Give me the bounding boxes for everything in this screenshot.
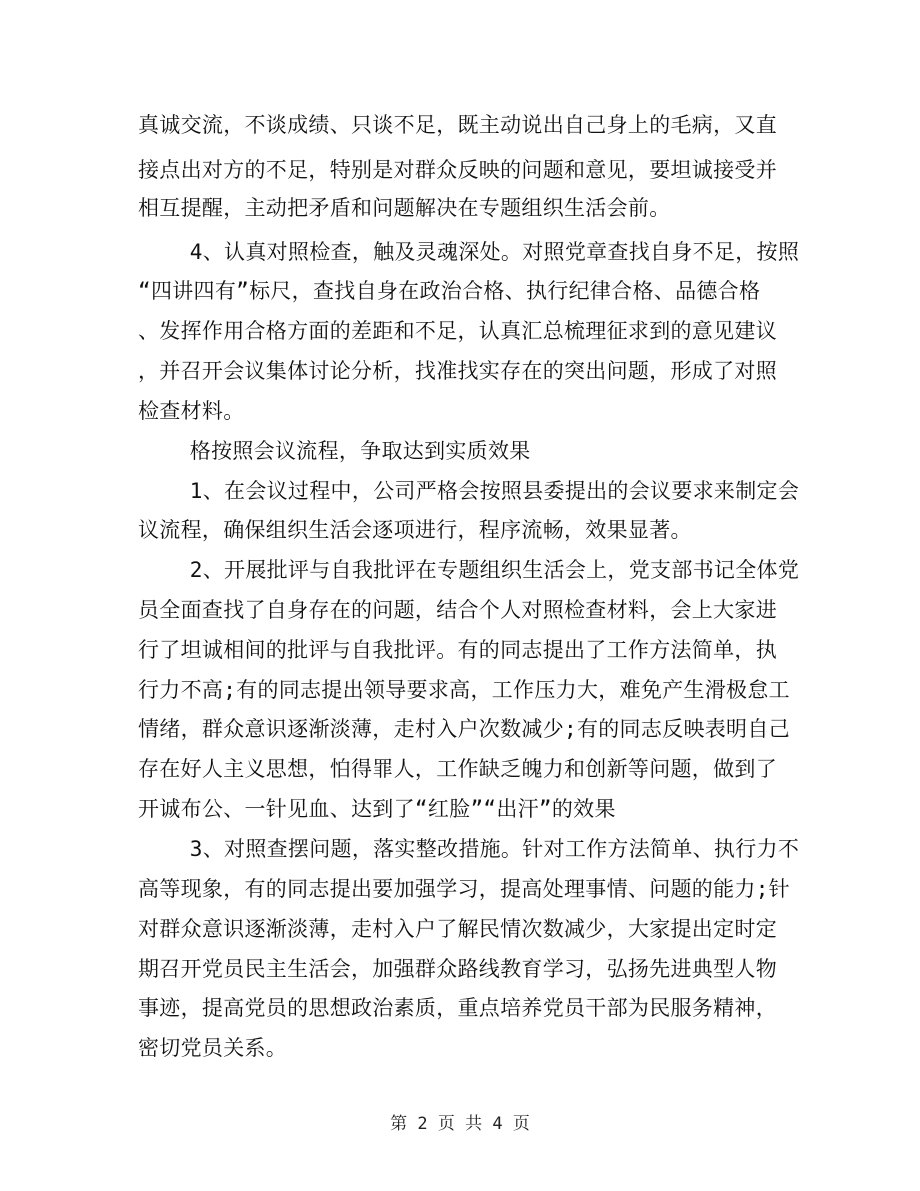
text-line: 存在好人主义思想，怕得罪人，工作缺乏魄力和创新等问题，做到了 [138,757,777,781]
text-line: “四讲四有”标尺，查找自身在政治合格、执行纪律合格、品德合格 [138,279,761,303]
text-line: 1、在会议过程中，公司严格会按照县委提出的会议要求来制定会 [138,479,800,503]
page-footer: 第 2 页 共 4 页 [390,1114,530,1134]
text-line: 对群众意识逐渐淡薄，走村入户了解民情次数减少，大家提出定时定 [138,917,777,941]
text-line: 检查材料。 [138,399,245,423]
text-line: 行力不高;有的同志提出领导要求高，工作压力大，难免产生滑极怠工 [138,678,790,702]
text-line: 、发挥作用合格方面的差距和不足，认真汇总梳理征求到的意见建议 [138,319,777,343]
text-line: 密切党员关系。 [138,1036,288,1060]
text-line: ，并召开会议集体讨论分析，找准找实存在的突出问题，形成了对照 [138,359,777,383]
text-line: 接点出对方的不足，特别是对群众反映的问题和意见，要坦诚接受并 [138,158,777,182]
text-line: 开诚布公、一针见血、达到了“红脸”“出汗”的效果 [138,797,616,821]
text-line: 相互提醒，主动把矛盾和问题解决在专题组织生活会前。 [138,196,671,220]
text-line: 真诚交流，不谈成绩、只谈不足，既主动说出自己身上的毛病，又直 [138,113,777,137]
text-line: 议流程，确保组织生活会逐项进行，程序流畅，效果显著。 [138,518,692,542]
text-line: 高等现象，有的同志提出要加强学习，提高处理事情、问题的能力;针 [138,877,790,901]
section-heading: 格按照会议流程，争取达到实质效果 [138,439,531,463]
text-line: 事迹，提高党员的思想政治素质，重点培养党员干部为民服务精神， [138,996,777,1020]
text-line: 2、开展批评与自我批评在专题组织生活会上，党支部书记全体党 [138,558,800,582]
text-line: 4、认真对照检查，触及灵魂深处。对照党章查找自身不足，按照 [138,240,800,264]
text-line: 行了坦诚相间的批评与自我批评。有的同志提出了工作方法简单，执 [138,638,777,662]
text-line: 3、对照查摆问题，落实整改措施。针对工作方法简单、执行力不 [138,837,800,861]
text-line: 情绪，群众意识逐渐淡薄，走村入户次数减少;有的同志反映表明自己 [138,717,790,741]
text-line: 期召开党员民主生活会，加强群众路线教育学习，弘扬先进典型人物 [138,957,777,981]
text-line: 员全面查找了自身存在的问题，结合个人对照检查材料，会上大家进 [138,598,777,622]
